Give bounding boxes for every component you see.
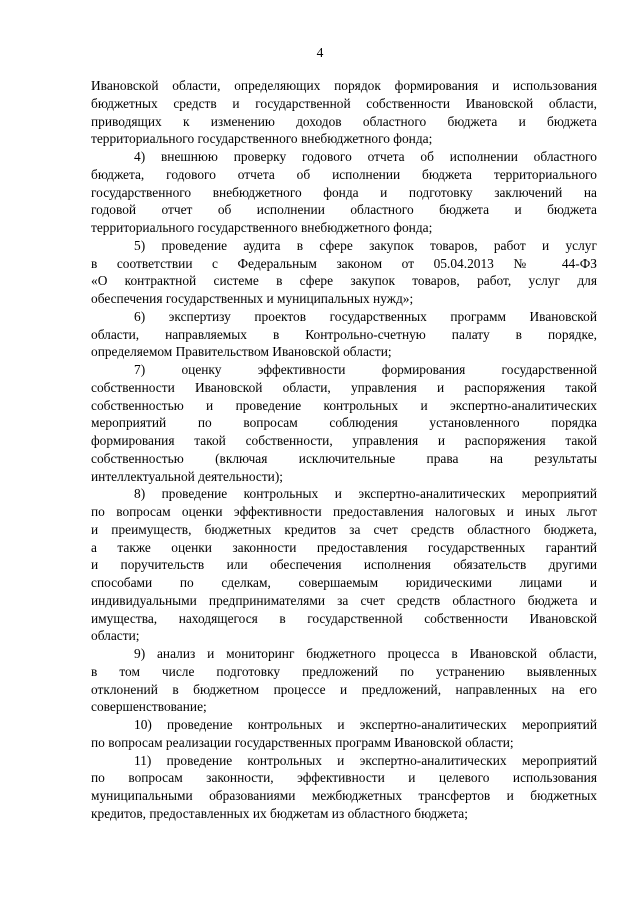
- text-line: собственностью (включая исключительные права на результаты: [91, 450, 597, 466]
- text-line: 7) оценку эффективности формирования государственной: [134, 362, 597, 377]
- text-line: мероприятий по вопросам соблюдения установленного порядка: [91, 415, 597, 431]
- text-line: совершенствование;: [91, 699, 207, 715]
- text-line: и преимуществ, бюджетных кредитов за счет средств областного бюджета,: [91, 521, 597, 537]
- text-line: обеспечения государственных и муниципальных нужд»;: [91, 291, 414, 306]
- text-line: территориального государственного внебюджетного фонда;: [91, 131, 433, 147]
- text-line: Ивановской области, определяющих порядок формирования и использования: [91, 78, 597, 93]
- text-line: 6) экспертизу проектов государственных программ Ивановской: [134, 308, 597, 324]
- text-line: муниципальными образованиями межбюджетных трансфертов и бюджетных: [91, 788, 597, 803]
- text-line: 4) внешнюю проверку годового отчета об исполнении областного: [134, 149, 597, 164]
- text-line: собственности Ивановской области, управления и распоряжения такой: [91, 379, 597, 395]
- text-line: 11) проведение контрольных и экспертно-аналитических мероприятий: [134, 752, 597, 768]
- text-line: 5) проведение аудита в сфере закупок товаров, работ и услуг: [134, 237, 597, 253]
- paragraph: [91, 361, 597, 485]
- paragraph: [91, 645, 597, 716]
- paragraph: [91, 77, 597, 148]
- text-line: индивидуальными предпринимателями за счет средств областного бюджета и: [91, 592, 597, 608]
- text-line: в том числе подготовку предложений по устранению выявленных: [91, 663, 597, 679]
- text-line: государственного внебюджетного фонда и подготовку заключений на: [91, 184, 597, 200]
- text-line: а также оценки законности предоставления государственных гарантий: [91, 539, 597, 555]
- text-line: по вопросам законности, эффективности и целевого использования: [91, 770, 597, 786]
- text-line: собственностью и проведение контрольных и экспертно-аналитических: [91, 397, 597, 413]
- text-line: интеллектуальной деятельности);: [91, 468, 284, 484]
- text-line: области;: [91, 628, 140, 644]
- paragraph: [91, 485, 597, 645]
- page-number: 4: [316, 45, 324, 60]
- text-line: годовой отчет об исполнении областного бюджета и бюджета: [91, 202, 597, 218]
- paragraph: [91, 716, 597, 752]
- text-line: приводящих к изменению доходов областного бюджета и бюджета: [91, 113, 597, 129]
- text-line: кредитов, предоставленных их бюджетам из областного бюджета;: [91, 805, 468, 821]
- paragraph: [91, 308, 597, 361]
- text-line: 10) проведение контрольных и экспертно-аналитических мероприятий: [134, 717, 597, 732]
- text-line: определяемом Правительством Ивановской области;: [91, 344, 392, 360]
- text-line: «О контрактной системе в сфере закупок товаров, работ, услуг для: [91, 273, 597, 289]
- text-line: отклонений в бюджетном процессе и предложений, направленных на его: [91, 681, 597, 697]
- text-line: по вопросам оценки эффективности предоставления налоговых и иных льгот: [91, 504, 597, 519]
- text-line: по вопросам реализации государственных программ Ивановской области;: [91, 734, 514, 750]
- text-line: формирования такой собственности, управления и распоряжения такой: [91, 433, 597, 448]
- paragraph: [91, 237, 597, 308]
- text-line: имущества, находящегося в государственной собственности Ивановской: [91, 610, 597, 626]
- text-line: 9) анализ и мониторинг бюджетного процесса в Ивановской области,: [134, 646, 597, 661]
- text-line: способами по сделкам, совершаемым юридическими лицами и: [91, 575, 597, 590]
- text-line: бюджетных средств и государственной собственности Ивановской области,: [91, 95, 597, 111]
- text-line: бюджета, годового отчета об исполнении бюджета территориального: [91, 166, 597, 182]
- text-line: территориального государственного внебюджетного фонда;: [91, 220, 433, 235]
- paragraph: [91, 752, 597, 823]
- paragraph: [91, 148, 597, 237]
- text-line: и поручительств или обеспечения исполнения обязательств другими: [91, 557, 597, 573]
- text-line: области, направляемых в Контрольно-счетную палату в порядке,: [91, 326, 597, 342]
- text-line: 8) проведение контрольных и экспертно-аналитических мероприятий: [134, 486, 597, 502]
- document-body: [91, 77, 597, 823]
- text-line: в соответствии с Федеральным законом от 05.04.2013 № 44-ФЗ: [91, 255, 597, 271]
